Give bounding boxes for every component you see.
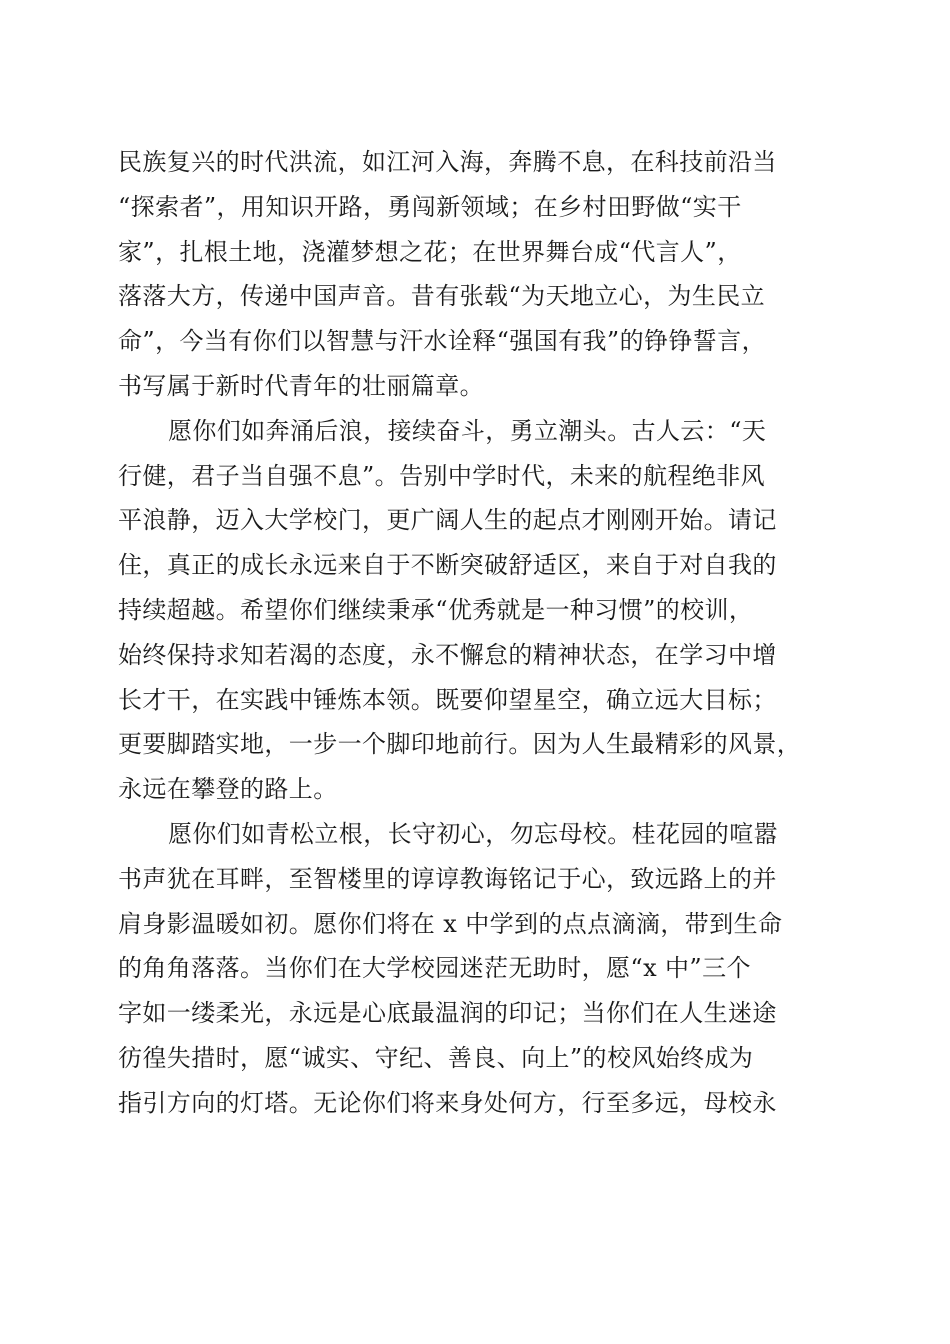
paragraph-first-line: 愿你们如青松立根，长守初心，勿忘母校。桂花园的喧嚣 bbox=[168, 819, 778, 848]
text-line: 行健，君子当自强不息”。告别中学时代，未来的航程绝非风 bbox=[118, 461, 766, 490]
text-line: 更要脚踏实地，一步一个脚印地前行。因为人生最精彩的风景， bbox=[118, 730, 802, 759]
text-line: 指引方向的灯塔。无论你们将来身处何方，行至多远，母校永 bbox=[118, 1088, 777, 1117]
text-line: 长才干，在实践中锤炼本领。既要仰望星空，确立远大目标； bbox=[118, 685, 777, 714]
text-line: 平浪静，迈入大学校门，更广阔人生的起点才刚刚开始。请记 bbox=[118, 506, 777, 535]
text-line: 落落大方，传递中国声音。昔有张载“为天地立心，为生民立 bbox=[118, 282, 766, 311]
text-line: “探索者”，用知识开路，勇闯新领域；在乡村田野做“实干 bbox=[118, 192, 742, 221]
text-line: 命”，今当有你们以智慧与汗水诠释“强国有我”的铮铮誓言， bbox=[118, 327, 767, 356]
text-line: 持续超越。希望你们继续秉承“优秀就是一种习惯”的校训， bbox=[118, 595, 754, 624]
text-line: 彷徨失措时，愿“诚实、守纪、善良、向上”的校风始终成为 bbox=[118, 1043, 754, 1072]
text-line: 永远在攀登的路上。 bbox=[118, 775, 338, 804]
text-line: 书声犹在耳畔，至智楼里的谆谆教诲铭记于心，致远路上的并 bbox=[118, 864, 777, 893]
text-line: 肩身影温暖如初。愿你们将在 x 中学到的点点滴滴，带到生命 bbox=[118, 909, 783, 938]
text-line: 家”，扎根土地，浇灌梦想之花；在世界舞台成“代言人”， bbox=[118, 237, 742, 266]
text-line: 字如一缕柔光，永远是心底最温润的印记；当你们在人生迷途 bbox=[118, 999, 777, 1028]
text-line: 书写属于新时代青年的壮丽篇章。 bbox=[118, 371, 484, 400]
text-line: 的角角落落。当你们在大学校园迷茫无助时，愿“x 中”三个 bbox=[118, 954, 751, 983]
document-body bbox=[118, 140, 838, 1126]
text-line: 民族复兴的时代洪流，如江河入海，奔腾不息，在科技前沿当 bbox=[118, 148, 777, 176]
paragraph-first-line: 愿你们如奔涌后浪，接续奋斗，勇立潮头。古人云：“天 bbox=[168, 416, 767, 445]
text-line: 住，真正的成长永远来自于不断突破舒适区，来自于对自我的 bbox=[118, 551, 777, 580]
text-line: 始终保持求知若渴的态度，永不懈怠的精神状态，在学习中增 bbox=[118, 640, 777, 669]
